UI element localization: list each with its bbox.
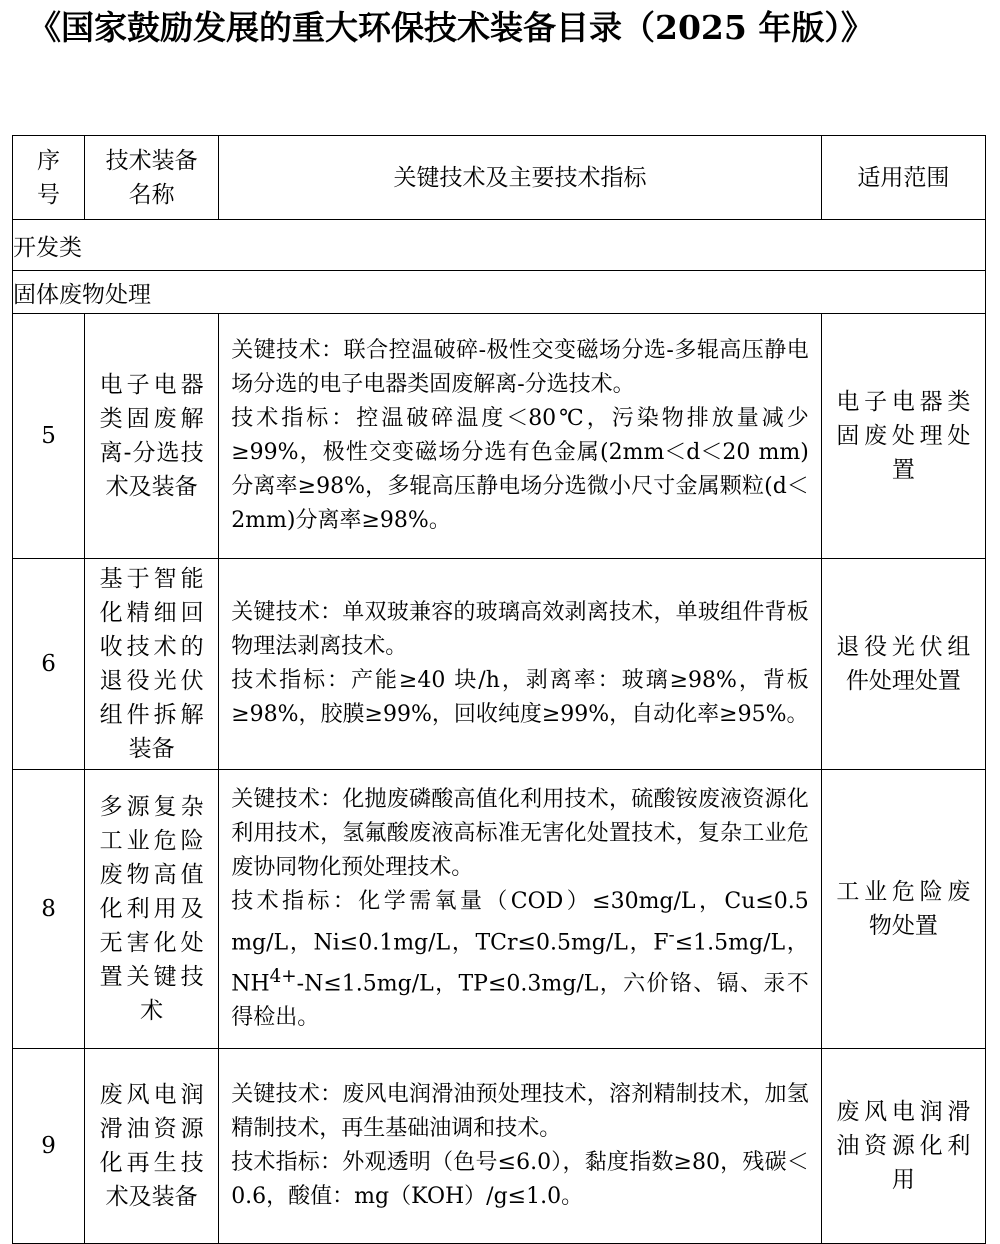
table-row [13, 770, 986, 1049]
document-title: 《国家鼓励发展的重大环保技术装备目录（2025 年版）》 [28, 8, 874, 47]
row-key-tech [219, 770, 822, 1049]
row-key-tech [219, 559, 822, 770]
key-technology-text: 关键技术：单双玻兼容的玻璃高效剥离技术，单玻组件背板物理法剥离技术。 [231, 600, 809, 659]
table-row [13, 1049, 986, 1244]
header-key-tech: 关键技术及主要技术指标 [219, 136, 822, 220]
subcategory-row [13, 271, 986, 314]
row-key-tech [219, 1049, 822, 1244]
technical-metrics-text: 技术指标：产能≥40 块/h，剥离率：玻璃≥98%，背板≥98%，胶膜≥99%，回收纯度≥99%，自动化率≥95%。 [231, 668, 809, 727]
row-name: 废风电润滑油资源化再生技术及装备 [85, 1049, 219, 1244]
key-technology-text: 关键技术：废风电润滑油预处理技术，溶剂精制技术，加氢精制技术，再生基础油调和技术。 [231, 1082, 809, 1141]
category-row [13, 220, 986, 271]
row-name: 多源复杂工业危险废物高值化利用及无害化处置关键技术 [85, 770, 219, 1049]
row-index: 9 [13, 1049, 85, 1244]
row-name: 基于智能化精细回收技术的退役光伏组件拆解装备 [85, 559, 219, 770]
table-row [13, 559, 986, 770]
key-technology-text: 关键技术：联合控温破碎-极性交变磁场分选-多辊高压静电场分选的电子电器类固废解离-分选技术。 [231, 338, 809, 397]
header-index: 序号 [13, 136, 85, 220]
row-scope: 退役光伏组件处理处置 [821, 559, 985, 770]
table-row [13, 314, 986, 559]
table-header-row [13, 136, 986, 220]
row-index: 8 [13, 770, 85, 1049]
row-scope: 电子电器类固废处理处置 [821, 314, 985, 559]
catalog-table [12, 135, 986, 1244]
header-name: 技术装备名称 [85, 136, 219, 220]
technical-metrics-text: 技术指标：化学需氧量（COD）≤30mg/L，Cu≤0.5 mg/L，Ni≤0.1mg/L，TCr≤0.5mg/L，F-≤1.5mg/L，$NH^{4+}-N\le 1.5mg/L$，TP≤0.3mg/L，六价铬、镉、汞不得检出。 [231, 888, 809, 1031]
row-key-tech [219, 314, 822, 559]
row-scope: 工业危险废物处置 [821, 770, 985, 1049]
row-index: 5 [13, 314, 85, 559]
row-name: 电子电器类固废解离-分选技术及装备 [85, 314, 219, 559]
key-technology-text: 关键技术：化抛废磷酸高值化利用技术，硫酸铵废液资源化利用技术，氢氟酸废液高标准无害化处置技术，复杂工业危废协同物化预处理技术。 [231, 786, 809, 880]
row-index: 6 [13, 559, 85, 770]
header-scope: 适用范围 [821, 136, 985, 220]
category-label: 开发类 [13, 220, 986, 271]
technical-metrics-text: 技术指标：控温破碎温度＜80℃，污染物排放量减少≥99%，极性交变磁场分选有色金属(2mm＜d＜20 mm)分离率≥98%，多辊高压静电场分选微小尺寸金属颗粒(d＜2mm)分离率≥98%。 [231, 406, 809, 533]
row-scope: 废风电润滑油资源化利用 [821, 1049, 985, 1244]
technical-metrics-text: 技术指标：外观透明（色号≤6.0），黏度指数≥80，残碳＜0.6，酸值：mg（KOH）/g≤1.0。 [231, 1150, 809, 1209]
subcategory-label: 固体废物处理 [13, 271, 986, 314]
